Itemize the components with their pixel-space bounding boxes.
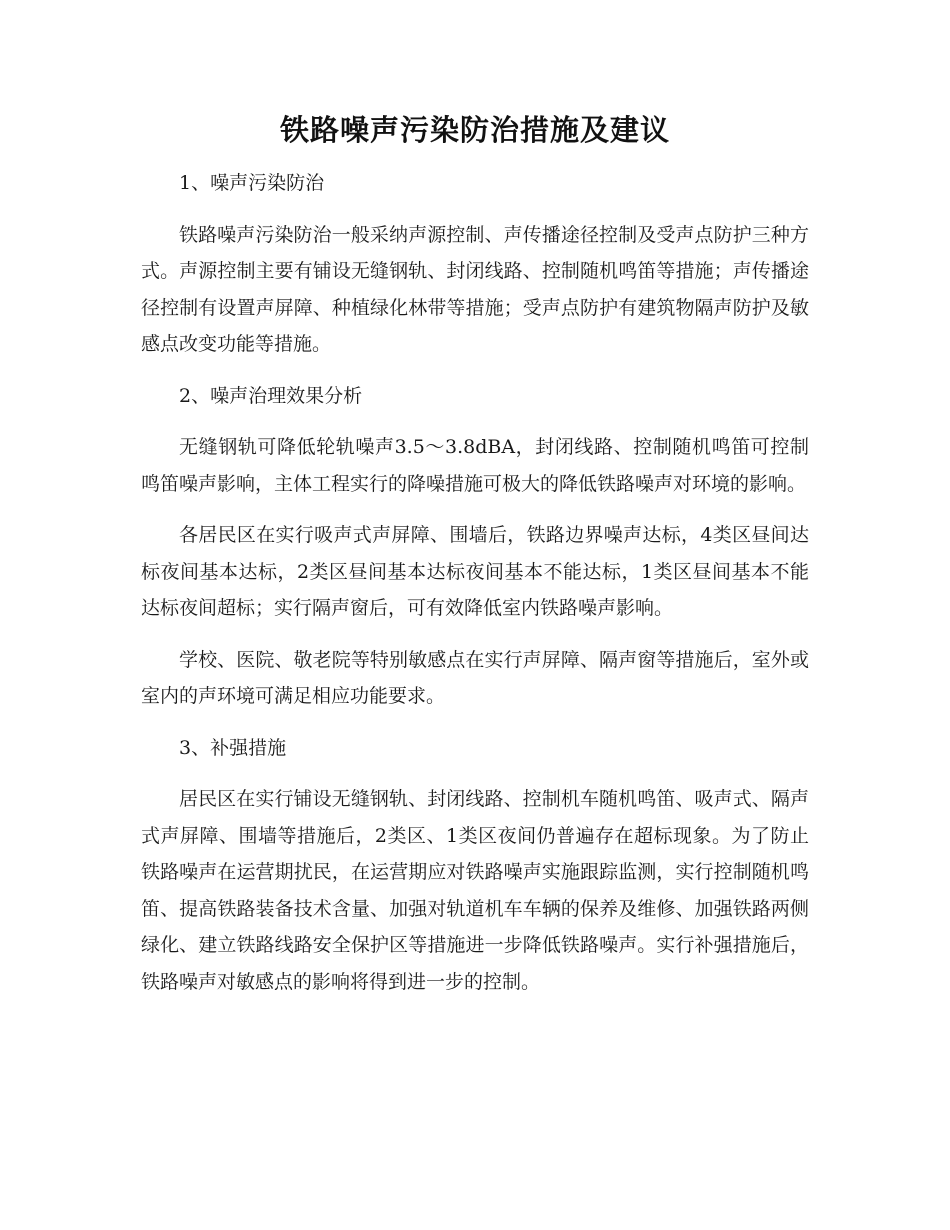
section-heading-2: 2、噪声治理效果分析 (179, 384, 363, 407)
document-title: 铁路噪声污染防治措施及建议 (279, 113, 670, 147)
section-2-paragraph-3: 学校、医院、敬老院等特别敏感点在实行声屏障、隔声窗等措施后，室外或室内的声环境可满足相应功能要求。 (141, 648, 809, 707)
section-2-paragraph-2: 各居民区在实行吸声式声屏障、围墙后，铁路边界噪声达标，4类区昼间达标夜间基本达标，2类区昼间基本达标夜间基本不能达标，1类区昼间基本不能达标夜间超标；实行隔声窗后，可有效降低室内铁路噪声影响。 (141, 524, 809, 619)
section-3-paragraph-1: 居民区在实行铺设无缝钢轨、封闭线路、控制机车随机鸣笛、吸声式、隔声式声屏障、围墙等措施后，2类区、1类区夜间仍普遍存在超标现象。为了防止铁路噪声在运营期扰民，在运营期应对铁路噪声实施跟踪监测，实行控制随机鸣笛、提高铁路装备技术含量、加强对轨道机车车辆的保养及维修、加强铁路两侧绿化、建立铁路线路安全保护区等措施进一步降低铁路噪声。实行补强措施后，铁路噪声对敏感点的影响将得到进一步的控制。 (141, 788, 809, 993)
section-2-paragraph-1: 无缝钢轨可降低轮轨噪声3.5～3.8dBA，封闭线路、控制随机鸣笛可控制鸣笛噪声影响，主体工程实行的降噪措施可极大的降低铁路噪声对环境的影响。 (141, 436, 809, 495)
section-heading-3: 3、补强措施 (179, 736, 287, 759)
document-body (141, 165, 809, 1000)
section-heading-1: 1、噪声污染防治 (179, 172, 325, 194)
section-1-paragraph-1: 铁路噪声污染防治一般采纳声源控制、声传播途径控制及受声点防护三种方式。声源控制主要有铺设无缝钢轨、封闭线路、控制随机鸣笛等措施；声传播途径控制有设置声屏障、种植绿化林带等措施；受声点防护有建筑物隔声防护及敏感点改变功能等措施。 (141, 223, 809, 355)
